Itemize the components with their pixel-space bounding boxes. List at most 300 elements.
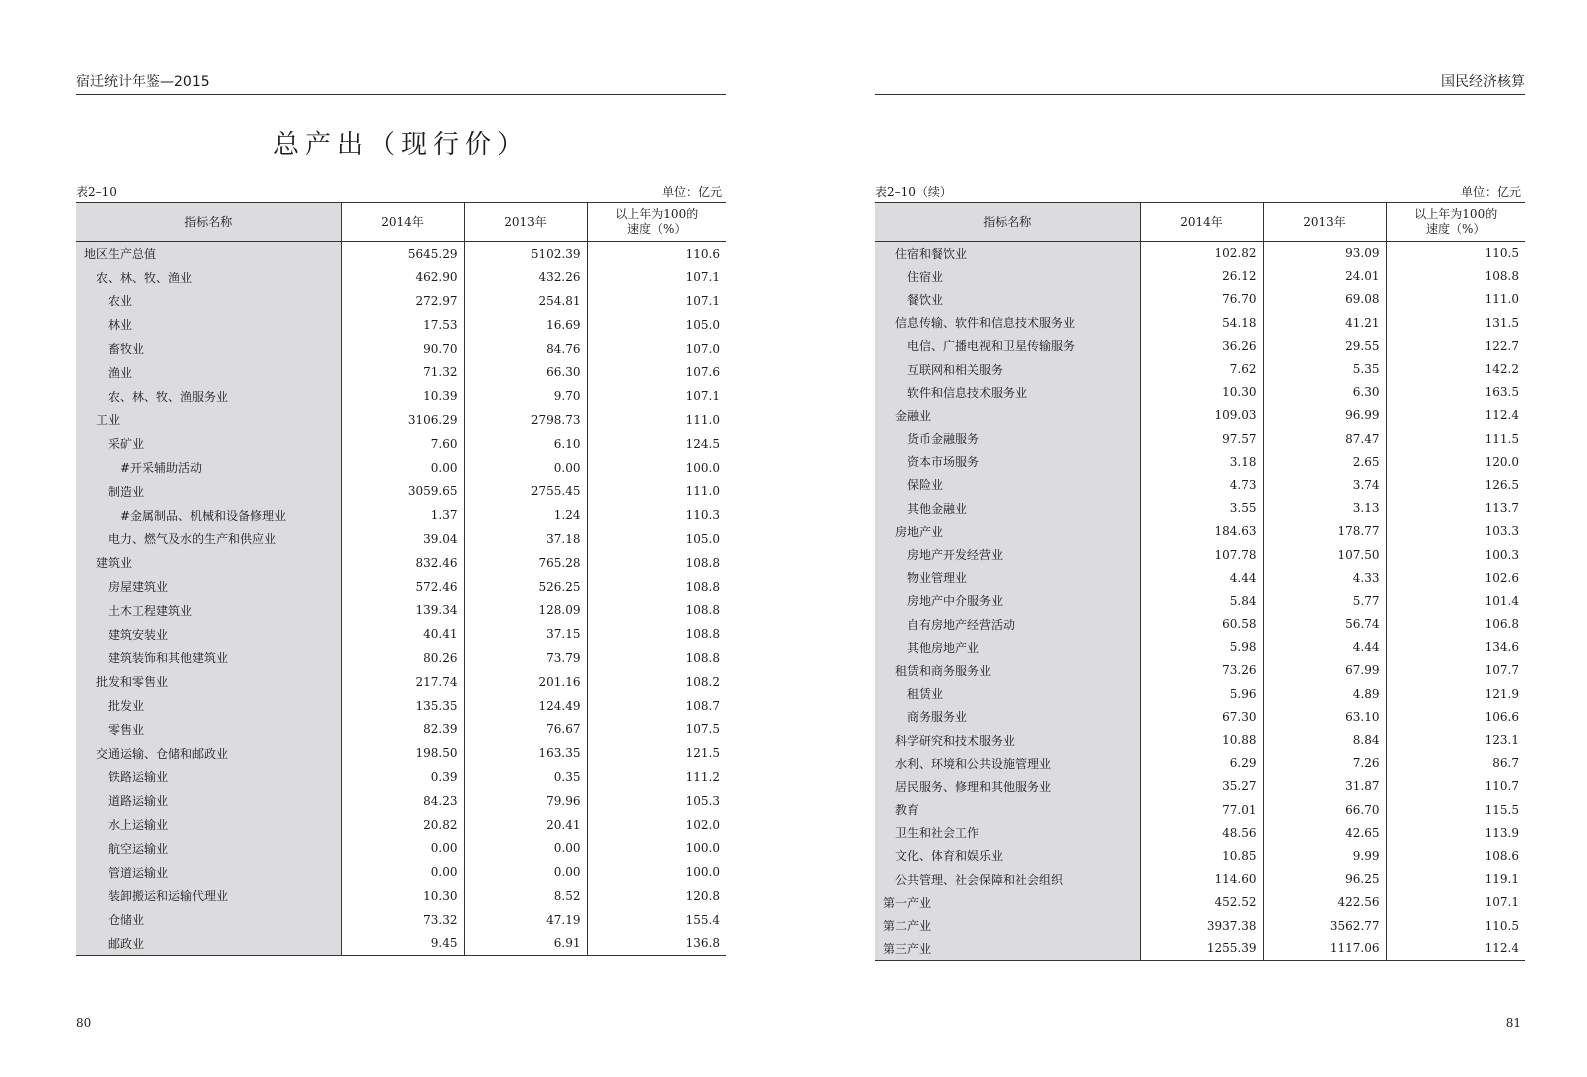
value-2013: 254.81 [464,289,587,313]
value-2013: 16.69 [464,313,587,337]
indicator-name: 建筑安装业 [76,622,341,646]
col-header-speed-line2: 速度（%） [627,222,687,236]
value-2013: 526.25 [464,575,587,599]
value-2014: 17.53 [341,313,464,337]
table-row [875,450,1525,473]
indicator-name: 农、林、牧、渔业 [76,265,341,289]
table-row [76,384,726,408]
growth-index: 112.4 [1484,408,1519,423]
value-2013: 0.00 [464,860,587,884]
growth-index: 110.5 [1484,246,1519,261]
value-2013: 84.76 [464,337,587,361]
value-2013: 5102.39 [464,242,587,266]
growth-index: 105.3 [685,793,720,808]
value-2013: 42.65 [1263,821,1386,844]
section-title: 国民经济核算 [1441,74,1525,90]
indicator-name: 房地产中介服务业 [875,589,1140,612]
value-2013: 56.74 [1263,613,1386,636]
growth-index: 111.0 [1484,292,1519,307]
growth-index: 113.9 [1484,825,1519,840]
growth-index: 108.2 [685,674,720,689]
indicator-name: 信息传输、软件和信息技术服务业 [875,311,1140,334]
value-2014: 54.18 [1140,311,1263,334]
value-2014: 60.58 [1140,613,1263,636]
growth-index: 100.0 [685,865,720,880]
growth-index: 110.3 [685,508,720,523]
indicator-name: 文化、体育和娱乐业 [875,844,1140,867]
value-2013: 1.24 [464,503,587,527]
growth-index: 100.3 [1484,547,1519,562]
indicator-name: 管道运输业 [76,860,341,884]
growth-index: 101.4 [1484,593,1519,608]
indicator-name: 农业 [76,289,341,313]
value-2014: 76.70 [1140,288,1263,311]
indicator-name: 批发业 [76,694,341,718]
value-2013: 41.21 [1263,311,1386,334]
col-header-2014: 2014年 [1140,203,1263,242]
indicator-name: 建筑业 [76,551,341,575]
table-row [76,741,726,765]
col-header-speed-line1: 以上年为100的 [615,207,699,221]
growth-index: 110.6 [685,246,720,261]
indicator-name: 水利、环境和公共设施管理业 [875,752,1140,775]
indicator-name: 互联网和相关服务 [875,357,1140,380]
value-2013: 178.77 [1263,520,1386,543]
table-row [875,566,1525,589]
value-2014: 80.26 [341,646,464,670]
table-row [76,313,726,337]
value-2014: 114.60 [1140,868,1263,891]
table-row [76,670,726,694]
growth-index: 106.8 [1484,617,1519,632]
table-row [875,914,1525,937]
growth-index: 111.0 [685,412,720,427]
table-row [875,265,1525,288]
value-2014: 0.00 [341,456,464,480]
value-2013: 76.67 [464,717,587,741]
indicator-name: 租赁和商务服务业 [875,659,1140,682]
value-2014: 67.30 [1140,705,1263,728]
value-2013: 124.49 [464,694,587,718]
table-row [76,527,726,551]
indicator-name: 房屋建筑业 [76,575,341,599]
value-2014: 82.39 [341,717,464,741]
table-row [875,520,1525,543]
indicator-name: 教育 [875,798,1140,821]
value-2014: 10.39 [341,384,464,408]
col-header-indicator: 指标名称 [875,203,1140,242]
indicator-name: 房地产业 [875,520,1140,543]
indicator-name: 渔业 [76,360,341,384]
indicator-name: 卫生和社会工作 [875,821,1140,844]
growth-index: 107.7 [1484,663,1519,678]
table-row [76,646,726,670]
value-2014: 217.74 [341,670,464,694]
value-2014: 1255.39 [1140,937,1263,960]
table-row [875,589,1525,612]
indicator-name: 金融业 [875,404,1140,427]
value-2014: 452.52 [1140,891,1263,914]
page-title: 总产出（现行价） [272,130,529,160]
value-2013: 3.13 [1263,497,1386,520]
growth-index: 115.5 [1484,802,1519,817]
indicator-name: 林业 [76,313,341,337]
value-2013: 20.41 [464,813,587,837]
value-2013: 2755.45 [464,479,587,503]
table-meta [875,183,1525,199]
growth-index: 107.5 [685,722,720,737]
table-row [76,789,726,813]
value-2014: 3.18 [1140,450,1263,473]
table-row [875,242,1525,265]
value-2013: 2798.73 [464,408,587,432]
table-number: 表2–10 [76,185,117,199]
value-2013: 5.77 [1263,589,1386,612]
indicator-name: 第一产业 [875,891,1140,914]
value-2014: 36.26 [1140,334,1263,357]
indicator-name: 其他金融业 [875,497,1140,520]
indicator-name: 农、林、牧、渔服务业 [76,384,341,408]
value-2014: 10.85 [1140,844,1263,867]
table-row [76,456,726,480]
table-row [76,479,726,503]
value-2014: 5.98 [1140,636,1263,659]
value-2014: 198.50 [341,741,464,765]
growth-index: 100.0 [685,841,720,856]
value-2013: 7.26 [1263,752,1386,775]
value-2013: 0.00 [464,456,587,480]
value-2013: 37.18 [464,527,587,551]
indicator-name: 自有房地产经营活动 [875,613,1140,636]
value-2014: 9.45 [341,932,464,956]
value-2014: 0.00 [341,860,464,884]
indicator-name: 制造业 [76,479,341,503]
table-header-row [76,203,726,242]
growth-index: 121.5 [685,746,720,761]
value-2013: 96.25 [1263,868,1386,891]
running-header [875,74,1525,95]
value-2014: 10.30 [1140,381,1263,404]
growth-index: 124.5 [685,436,720,451]
indicator-name: 第二产业 [875,914,1140,937]
growth-index: 103.3 [1484,524,1519,539]
table-row [875,891,1525,914]
growth-index: 126.5 [1484,477,1519,492]
value-2014: 184.63 [1140,520,1263,543]
table-row [76,765,726,789]
value-2013: 4.44 [1263,636,1386,659]
growth-index: 120.0 [1484,454,1519,469]
value-2013: 3562.77 [1263,914,1386,937]
table-row [76,813,726,837]
output-table-continued [875,202,1525,961]
value-2014: 107.78 [1140,543,1263,566]
value-2014: 109.03 [1140,404,1263,427]
value-2013: 765.28 [464,551,587,575]
table-row [875,775,1525,798]
running-header [76,74,726,95]
value-2014: 139.34 [341,598,464,622]
indicator-name: 公共管理、社会保障和社会组织 [875,868,1140,891]
indicator-name: 第三产业 [875,937,1140,960]
col-header-2014: 2014年 [341,203,464,242]
growth-index: 122.7 [1484,338,1519,353]
table-row [875,613,1525,636]
growth-index: 108.8 [685,603,720,618]
value-2014: 7.62 [1140,357,1263,380]
value-2014: 97.57 [1140,427,1263,450]
indicator-name: 采矿业 [76,432,341,456]
growth-index: 142.2 [1484,362,1519,377]
table-meta [76,183,726,199]
growth-index: 106.6 [1484,709,1519,724]
growth-index: 110.7 [1484,779,1519,794]
value-2013: 107.50 [1263,543,1386,566]
value-2013: 5.35 [1263,357,1386,380]
value-2014: 10.30 [341,884,464,908]
growth-index: 105.0 [685,531,720,546]
value-2014: 20.82 [341,813,464,837]
value-2013: 8.52 [464,884,587,908]
value-2014: 73.26 [1140,659,1263,682]
value-2013: 8.84 [1263,728,1386,751]
indicator-name: 软件和信息技术服务业 [875,381,1140,404]
table-row [875,381,1525,404]
table-row [76,694,726,718]
value-2014: 102.82 [1140,242,1263,265]
indicator-name: 畜牧业 [76,337,341,361]
growth-index: 107.0 [685,341,720,356]
page-number: 80 [76,1016,92,1030]
value-2013: 24.01 [1263,265,1386,288]
col-header-2013: 2013年 [1263,203,1386,242]
value-2013: 4.33 [1263,566,1386,589]
value-2013: 4.89 [1263,682,1386,705]
value-2014: 39.04 [341,527,464,551]
value-2014: 272.97 [341,289,464,313]
value-2014: 0.00 [341,836,464,860]
value-2013: 163.35 [464,741,587,765]
table-row [76,908,726,932]
table-row [76,289,726,313]
table-row [875,311,1525,334]
value-2013: 37.15 [464,622,587,646]
value-2014: 4.73 [1140,473,1263,496]
value-2014: 3059.65 [341,479,464,503]
value-2014: 7.60 [341,432,464,456]
value-2014: 1.37 [341,503,464,527]
table-row [76,242,726,266]
table-row [875,543,1525,566]
table-row [875,868,1525,891]
growth-index: 107.1 [1484,895,1519,910]
indicator-name: 工业 [76,408,341,432]
value-2014: 0.39 [341,765,464,789]
value-2014: 10.88 [1140,728,1263,751]
indicator-name: 批发和零售业 [76,670,341,694]
table-row [875,937,1525,960]
indicator-name: 电信、广播电视和卫星传输服务 [875,334,1140,357]
table-row [875,288,1525,311]
value-2014: 6.29 [1140,752,1263,775]
indicator-name: 仓储业 [76,908,341,932]
right-page [875,0,1525,1077]
indicator-name: 房地产开发经营业 [875,543,1140,566]
table-row [875,659,1525,682]
table-row [76,598,726,622]
growth-index: 105.0 [685,317,720,332]
growth-index: 86.7 [1492,756,1519,771]
growth-index: 100.0 [685,460,720,475]
table-row [76,503,726,527]
unit-label: 单位：亿元 [1460,185,1521,199]
growth-index: 108.8 [685,579,720,594]
table-row [875,752,1525,775]
value-2014: 5.84 [1140,589,1263,612]
value-2014: 71.32 [341,360,464,384]
value-2014: 48.56 [1140,821,1263,844]
table-row [76,836,726,860]
indicator-name: 物业管理业 [875,566,1140,589]
indicator-name: 零售业 [76,717,341,741]
value-2013: 2.65 [1263,450,1386,473]
value-2014: 77.01 [1140,798,1263,821]
value-2014: 35.27 [1140,775,1263,798]
growth-index: 107.1 [685,293,720,308]
growth-index: 102.6 [1484,570,1519,585]
value-2013: 6.91 [464,932,587,956]
indicator-name: 铁路运输业 [76,765,341,789]
value-2013: 432.26 [464,265,587,289]
indicator-name: 电力、燃气及水的生产和供应业 [76,527,341,551]
indicator-name: 商务服务业 [875,705,1140,728]
value-2013: 73.79 [464,646,587,670]
table-header-row [875,203,1525,242]
value-2013: 201.16 [464,670,587,694]
table-row [875,636,1525,659]
table-row [875,473,1525,496]
indicator-name: 租赁业 [875,682,1140,705]
table-row [875,357,1525,380]
indicator-name: 装卸搬运和运输代理业 [76,884,341,908]
value-2013: 3.74 [1263,473,1386,496]
growth-index: 131.5 [1484,315,1519,330]
growth-index: 108.8 [685,650,720,665]
growth-index: 110.5 [1484,918,1519,933]
growth-index: 136.8 [587,932,726,956]
indicator-name: 土木工程建筑业 [76,598,341,622]
indicator-name: 科学研究和技术服务业 [875,728,1140,751]
value-2014: 462.90 [341,265,464,289]
value-2013: 422.56 [1263,891,1386,914]
growth-index: 119.1 [1484,872,1519,887]
indicator-name: 水上运输业 [76,813,341,837]
value-2013: 6.10 [464,432,587,456]
table-row [76,360,726,384]
value-2014: 73.32 [341,908,464,932]
indicator-name: 交通运输、仓储和邮政业 [76,741,341,765]
indicator-name: 地区生产总值 [76,242,341,266]
value-2013: 9.70 [464,384,587,408]
table-row [875,427,1525,450]
table-row [875,705,1525,728]
value-2013: 128.09 [464,598,587,622]
value-2013: 63.10 [1263,705,1386,728]
value-2014: 4.44 [1140,566,1263,589]
growth-index: 108.6 [1484,848,1519,863]
growth-index: 120.8 [685,888,720,903]
value-2013: 79.96 [464,789,587,813]
growth-index: 113.7 [1484,501,1519,516]
yearbook-title: 宿迁统计年鉴—2015 [76,74,210,90]
col-header-indicator: 指标名称 [76,203,341,242]
indicator-name: 餐饮业 [875,288,1140,311]
value-2013: 93.09 [1263,242,1386,265]
table-row [76,551,726,575]
page-number: 81 [1505,1016,1521,1030]
table-row [76,337,726,361]
unit-label: 单位：亿元 [661,185,722,199]
indicator-name: 货币金融服务 [875,427,1140,450]
growth-index: 155.4 [685,912,720,927]
value-2013: 0.35 [464,765,587,789]
value-2014: 135.35 [341,694,464,718]
indicator-name: 建筑装饰和其他建筑业 [76,646,341,670]
value-2013: 0.00 [464,836,587,860]
value-2013: 66.30 [464,360,587,384]
table-row [875,334,1525,357]
value-2013: 29.55 [1263,334,1386,357]
value-2014: 3937.38 [1140,914,1263,937]
value-2014: 832.46 [341,551,464,575]
table-number: 表2–10（续） [875,185,952,199]
table-row [875,682,1525,705]
growth-index: 108.8 [685,627,720,642]
table-row [76,265,726,289]
indicator-name: 邮政业 [76,932,341,956]
value-2013: 1117.06 [1263,937,1386,960]
col-header-speed [587,203,726,242]
value-2013: 6.30 [1263,381,1386,404]
growth-index: 111.2 [685,769,720,784]
indicator-name: 道路运输业 [76,789,341,813]
growth-index: 111.5 [1484,431,1519,446]
value-2013: 67.99 [1263,659,1386,682]
indicator-name: 居民服务、修理和其他服务业 [875,775,1140,798]
table-row [875,497,1525,520]
value-2013: 47.19 [464,908,587,932]
growth-index: 121.9 [1484,686,1519,701]
value-2014: 90.70 [341,337,464,361]
value-2013: 9.99 [1263,844,1386,867]
growth-index: 112.4 [1386,937,1525,960]
col-header-speed [1386,203,1525,242]
growth-index: 108.8 [1484,269,1519,284]
table-row [76,717,726,741]
value-2014: 40.41 [341,622,464,646]
growth-index: 107.1 [685,270,720,285]
col-header-speed-line1: 以上年为100的 [1414,207,1498,221]
value-2014: 572.46 [341,575,464,599]
table-row [76,408,726,432]
indicator-name: 住宿业 [875,265,1140,288]
value-2014: 26.12 [1140,265,1263,288]
value-2013: 87.47 [1263,427,1386,450]
table-row [875,798,1525,821]
col-header-speed-line2: 速度（%） [1426,222,1486,236]
left-page [76,0,726,1077]
indicator-name: #金属制品、机械和设备修理业 [76,503,341,527]
